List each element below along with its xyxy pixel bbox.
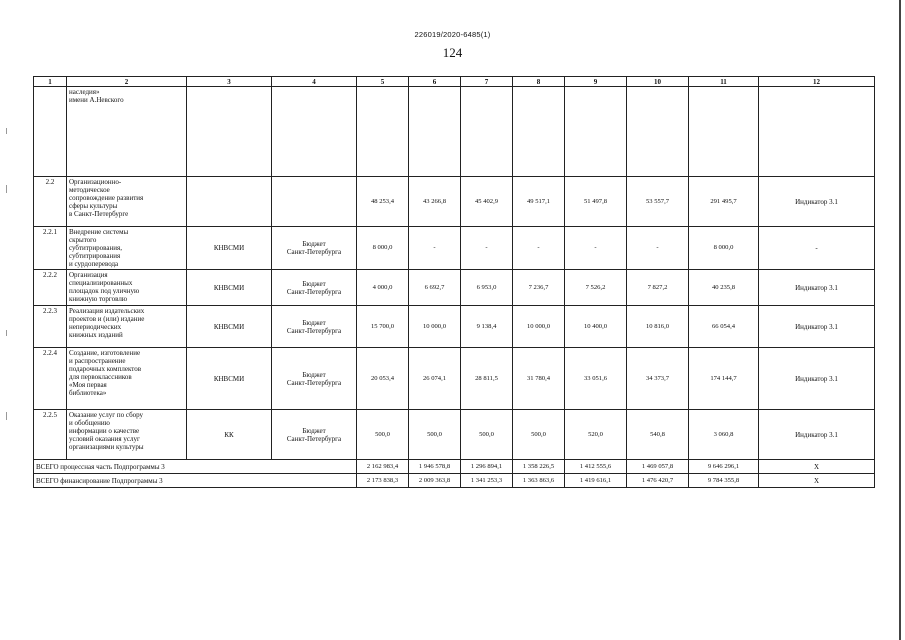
row-value: 8 000,0: [357, 227, 409, 270]
row-value: -: [461, 227, 513, 270]
row-name: Оказание услуг по сбору и обобщению информации о качестве условий оказания услуг организациями культуры: [67, 410, 187, 460]
row-number: 2.2: [34, 177, 67, 227]
row-source: Бюджет Санкт-Петербурга: [272, 227, 357, 270]
row-source: Бюджет Санкт-Петербурга: [272, 410, 357, 460]
row-value: 500,0: [461, 410, 513, 460]
row-value: [409, 87, 461, 177]
row-value: [689, 87, 759, 177]
row-indicator: Индикатор 3.1: [759, 348, 875, 410]
row-value: 48 253,4: [357, 177, 409, 227]
table-row: [34, 87, 875, 177]
row-indicator: -: [759, 227, 875, 270]
row-number: 2.2.1: [34, 227, 67, 270]
row-value: [627, 87, 689, 177]
row-value: [357, 87, 409, 177]
row-value: 43 266,8: [409, 177, 461, 227]
column-header: 1: [34, 77, 67, 87]
column-header: 5: [357, 77, 409, 87]
total-value: 2 162 983,4: [357, 460, 409, 474]
total-value: 1 412 555,6: [565, 460, 627, 474]
row-indicator: Индикатор 3.1: [759, 410, 875, 460]
row-number: 2.2.4: [34, 348, 67, 410]
column-header: 4: [272, 77, 357, 87]
column-header: 6: [409, 77, 461, 87]
row-value: 540,8: [627, 410, 689, 460]
table-row: [34, 270, 875, 306]
row-executor: КК: [187, 410, 272, 460]
row-indicator: Индикатор 3.1: [759, 177, 875, 227]
page-number: 124: [442, 45, 463, 60]
total-value: 1 296 894,1: [461, 460, 513, 474]
total-row: [34, 460, 875, 474]
row-value: -: [565, 227, 627, 270]
row-name: Создание, изготовление и распространение подарочных комплектов для первоклассников «Моя первая библиотека»: [67, 348, 187, 410]
column-header-row: [34, 77, 875, 87]
row-source: Бюджет Санкт-Петербурга: [272, 348, 357, 410]
total-value: 2 009 363,8: [409, 474, 461, 488]
total-value: 1 946 578,8: [409, 460, 461, 474]
row-value: 40 235,8: [689, 270, 759, 306]
total-value: 1 341 253,3: [461, 474, 513, 488]
column-header: 2: [67, 77, 187, 87]
row-value: 49 517,1: [513, 177, 565, 227]
total-value: 1 419 616,1: [565, 474, 627, 488]
row-name: Организационно- методическое сопровождение развития сферы культуры в Санкт-Петербурге: [67, 177, 187, 227]
row-value: 10 000,0: [409, 306, 461, 348]
row-value: 34 373,7: [627, 348, 689, 410]
margin-tick: [6, 128, 7, 134]
row-value: 26 074,1: [409, 348, 461, 410]
row-value: 31 780,4: [513, 348, 565, 410]
row-value: 15 700,0: [357, 306, 409, 348]
row-value: 500,0: [409, 410, 461, 460]
column-header: 12: [759, 77, 875, 87]
total-value: 1 476 420,7: [627, 474, 689, 488]
column-header: 9: [565, 77, 627, 87]
row-indicator: Индикатор 3.1: [759, 270, 875, 306]
row-executor: КНВСМИ: [187, 227, 272, 270]
row-value: 8 000,0: [689, 227, 759, 270]
row-value: 500,0: [513, 410, 565, 460]
row-value: 7 236,7: [513, 270, 565, 306]
row-value: 10 000,0: [513, 306, 565, 348]
row-value: 3 060,8: [689, 410, 759, 460]
row-value: -: [627, 227, 689, 270]
total-mark: Х: [759, 460, 875, 474]
row-number: 2.2.3: [34, 306, 67, 348]
row-value: 4 000,0: [357, 270, 409, 306]
row-value: 66 054,4: [689, 306, 759, 348]
row-name: Реализация издательских проектов и (или) издание непериодических книжных изданий: [67, 306, 187, 348]
row-name: Организация специализированных площадок под уличную книжную торговлю: [67, 270, 187, 306]
row-value: [461, 87, 513, 177]
row-number: 2.2.5: [34, 410, 67, 460]
table-row: [34, 348, 875, 410]
row-value: 6 692,7: [409, 270, 461, 306]
row-value: 174 144,7: [689, 348, 759, 410]
total-row: [34, 474, 875, 488]
budget-table: [33, 76, 875, 488]
row-value: 7 827,2: [627, 270, 689, 306]
total-value: 9 646 296,1: [689, 460, 759, 474]
table-row: [34, 410, 875, 460]
row-source: [272, 177, 357, 227]
row-value: 9 138,4: [461, 306, 513, 348]
row-executor: [187, 177, 272, 227]
row-value: 7 526,2: [565, 270, 627, 306]
row-value: 33 051,6: [565, 348, 627, 410]
total-label: ВСЕГО финансирование Подпрограммы 3: [34, 474, 357, 488]
row-value: 20 053,4: [357, 348, 409, 410]
row-value: 500,0: [357, 410, 409, 460]
column-header: 11: [689, 77, 759, 87]
row-executor: КНВСМИ: [187, 270, 272, 306]
row-executor: КНВСМИ: [187, 348, 272, 410]
total-mark: Х: [759, 474, 875, 488]
row-source: Бюджет Санкт-Петербурга: [272, 270, 357, 306]
total-value: 1 469 057,8: [627, 460, 689, 474]
document-number: 226019/2020-6485(1): [414, 30, 491, 39]
row-name: наследия» имени А.Невского: [67, 87, 187, 177]
row-executor: [187, 87, 272, 177]
row-source: Бюджет Санкт-Петербурга: [272, 306, 357, 348]
total-label: ВСЕГО процессная часть Подпрограммы 3: [34, 460, 357, 474]
total-value: 1 358 226,5: [513, 460, 565, 474]
row-value: 520,0: [565, 410, 627, 460]
column-header: 3: [187, 77, 272, 87]
column-header: 8: [513, 77, 565, 87]
row-value: -: [513, 227, 565, 270]
row-value: [513, 87, 565, 177]
table-row: [34, 306, 875, 348]
row-value: 291 495,7: [689, 177, 759, 227]
total-value: 2 173 838,3: [357, 474, 409, 488]
row-value: 10 400,0: [565, 306, 627, 348]
row-value: 45 402,9: [461, 177, 513, 227]
row-value: 28 811,5: [461, 348, 513, 410]
total-value: 9 784 355,8: [689, 474, 759, 488]
total-value: 1 363 863,6: [513, 474, 565, 488]
row-value: [565, 87, 627, 177]
row-source: [272, 87, 357, 177]
row-indicator: [759, 87, 875, 177]
row-name: Внедрение системы скрытого субтитрирования, субтитрирования и сурдоперевода: [67, 227, 187, 270]
row-executor: КНВСМИ: [187, 306, 272, 348]
column-header: 10: [627, 77, 689, 87]
margin-tick: [6, 185, 7, 193]
margin-tick: [6, 330, 7, 336]
row-value: 53 557,7: [627, 177, 689, 227]
margin-tick: [6, 412, 7, 420]
row-indicator: Индикатор 3.1: [759, 306, 875, 348]
column-header: 7: [461, 77, 513, 87]
row-number: [34, 87, 67, 177]
table-row: [34, 177, 875, 227]
table-row: [34, 227, 875, 270]
row-value: -: [409, 227, 461, 270]
row-number: 2.2.2: [34, 270, 67, 306]
page-edge: [899, 0, 901, 640]
row-value: 6 953,0: [461, 270, 513, 306]
row-value: 51 497,8: [565, 177, 627, 227]
row-value: 10 816,0: [627, 306, 689, 348]
